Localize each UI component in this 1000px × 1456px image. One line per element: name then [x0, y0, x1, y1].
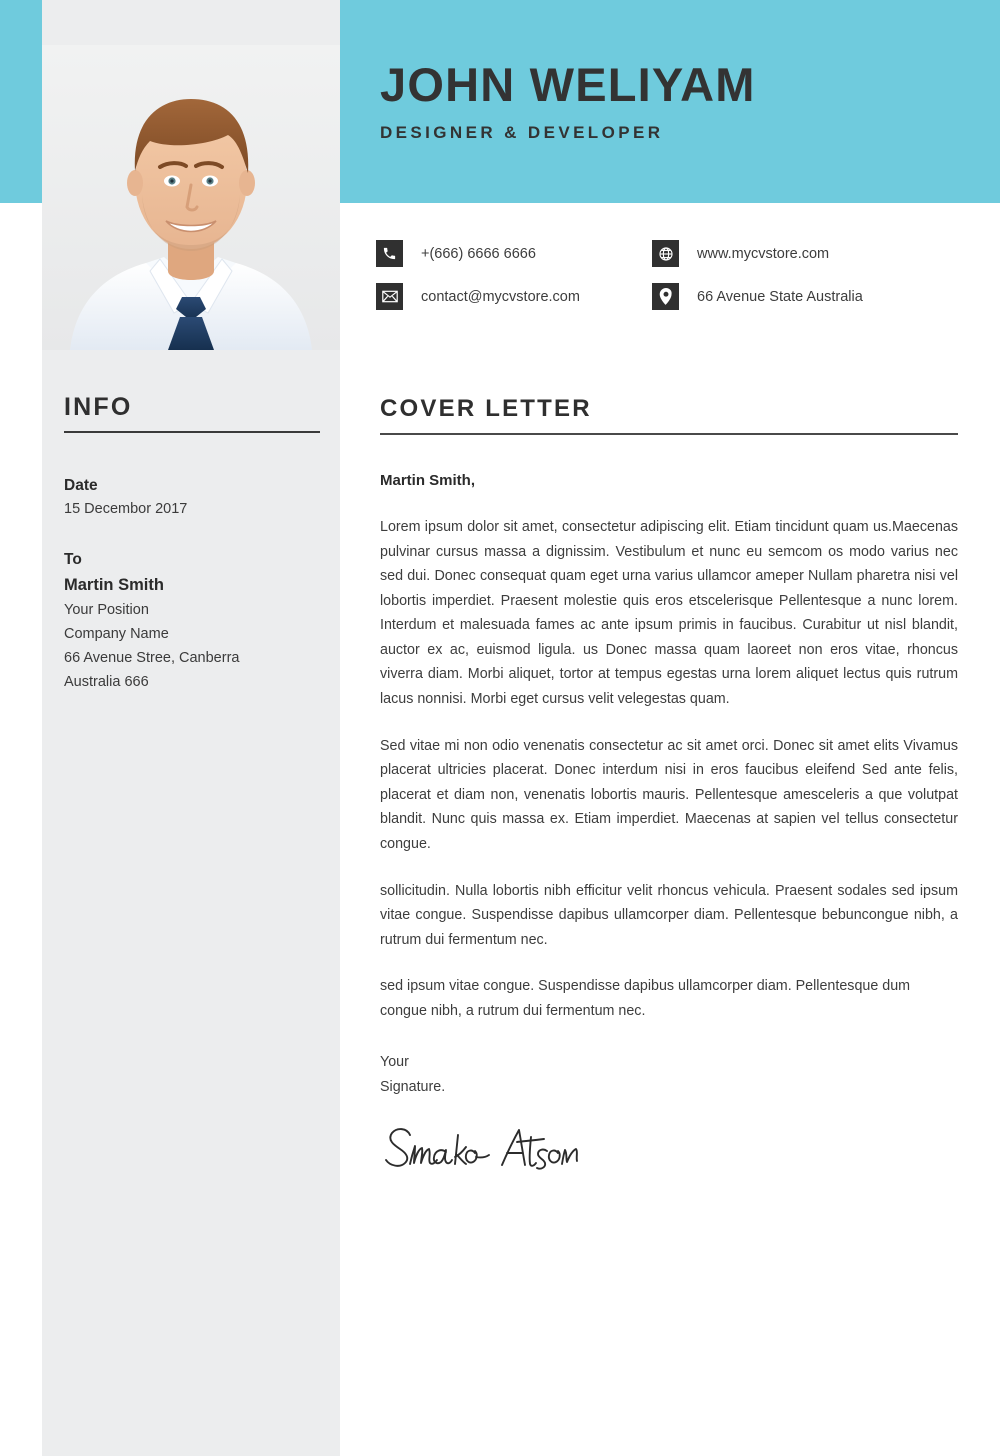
info-date-group — [64, 473, 320, 522]
info-date-label: Date — [64, 477, 98, 494]
contact-item-email[interactable] — [376, 283, 652, 310]
avatar — [42, 45, 340, 350]
info-title-divider — [64, 431, 320, 433]
handwritten-signature-smako-atson — [380, 1117, 580, 1179]
contact-item-address[interactable] — [652, 283, 976, 310]
closing-line-your: Your — [380, 1054, 409, 1071]
contact-value-address: 66 Avenue State Australia — [697, 288, 863, 305]
portrait-illustration — [42, 45, 340, 350]
letter-paragraph: Lorem ipsum dolor sit amet, consectetur adipiscing elit. Etiam tincidunt quam us.Maecenas pulvinar cursus massa a dignissim. Vestibulum et nunc eu semcom os modo varius nec sed dui. Donec consequat quam eget urna varius ullamcor ameper Nullam pharetra nisi vel lobortis imperdiet. Praesent molestie quis eros etscelerisque Pellentesque a nunc lorem. Interdum et malesuada fames ac ante ipsum primis in faucibus. Curabitur ut nisl blandit, auctor ex ac, euismod ligula. us Donec massa quam laoreet non eros vitae, rhoncus viverra diam. Morbi aliquet, tortor at tempus egestas urna lorem aliquet lectus quis rutrum lacus nonnisi. Morbi eget cursus velit velegestas quam. — [380, 519, 958, 708]
signature-image — [380, 1117, 580, 1177]
contact-value-phone: +(666) 6666 6666 — [421, 245, 536, 262]
contact-value-website: www.mycvstore.com — [697, 245, 830, 262]
cover-letter-title-divider — [380, 433, 958, 435]
info-section-title: INFO — [64, 393, 133, 421]
info-to-label: To — [64, 551, 82, 569]
info-recipient-company: Company Name — [64, 625, 169, 642]
info-date-value: 15 Decembor 2017 — [64, 501, 188, 518]
info-section — [64, 393, 320, 695]
info-recipient-street: 66 Avenue Stree, Canberra — [64, 649, 240, 666]
page-title: JOHN WELIYAM — [380, 57, 756, 111]
info-recipient-group — [64, 547, 320, 695]
closing-line-signature: Signature. — [380, 1078, 446, 1095]
location-pin-icon — [652, 283, 679, 310]
letter-closing — [380, 1050, 958, 1099]
envelope-icon — [376, 283, 403, 310]
info-recipient-position: Your Position — [64, 601, 149, 618]
contact-item-website[interactable] — [652, 240, 976, 267]
globe-icon — [652, 240, 679, 267]
info-recipient-region: Australia 666 — [64, 673, 149, 690]
header-title-block — [380, 0, 960, 203]
phone-icon — [376, 240, 403, 267]
contact-item-phone[interactable] — [376, 240, 652, 267]
info-recipient-name: Martin Smith — [64, 576, 164, 595]
contact-info-list — [376, 240, 976, 310]
letter-paragraph: Sed vitae mi non odio venenatis consectetur ac sit amet orci. Donec sit amet elits Vivamus placerat ultricies placerat. Donec interdum nisi in eros faucibus eleifend Sed ante felis, placerat et diam non, venenatis lobortis mauris. Pellentesque amesceleris a que volutpat blandit. Nunc quis massa ex. Etiam imperdiet. Maecenas at sapien vel tellus consectetur congue. — [380, 737, 958, 852]
contact-value-email: contact@mycvstore.com — [421, 288, 580, 305]
cover-letter-section — [380, 395, 958, 1177]
job-role-subtitle: DESIGNER & DEVELOPER — [380, 123, 664, 143]
letter-paragraph: sollicitudin. Nulla lobortis nibh efficitur velit rhoncus vehicula. Praesent sodales sed ipsum vitae congue. Suspendisse dapibus ullamcorper diam. Pellentesque bebuncongue nibh, a rutrum dui fermentum nec. — [380, 882, 958, 948]
letter-paragraph: sed ipsum vitae congue. Suspendisse dapibus ullamcorper diam. Pellentesque dum congue nibh, a rutrum dui fermentum nec. — [380, 978, 911, 1019]
letter-salutation: Martin Smith, — [380, 472, 476, 489]
cover-letter-title: COVER LETTER — [380, 395, 592, 422]
